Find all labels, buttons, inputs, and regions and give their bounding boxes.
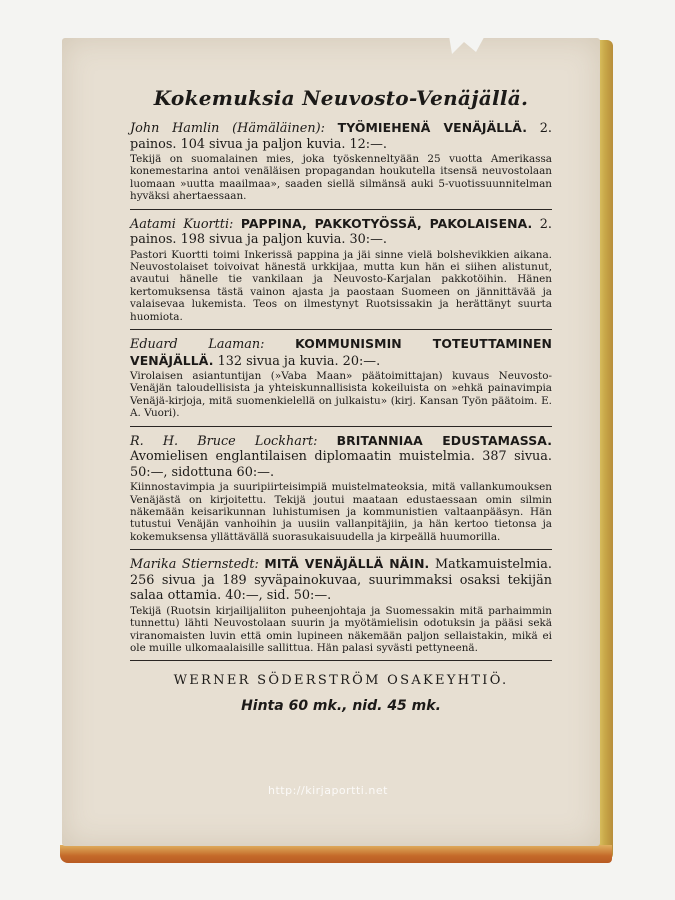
- entry-lead: [130, 556, 552, 604]
- book-entry: [130, 433, 552, 544]
- entry-lead: [130, 433, 552, 481]
- entry-title: TYÖMIEHENÄ VENÄJÄLLÄ.: [337, 120, 528, 135]
- entry-details: 132 sivua ja kuvia. 20:—.: [217, 353, 381, 369]
- book-entry: [130, 120, 552, 203]
- divider: [130, 549, 552, 550]
- entry-author: John Hamlin (Hämäläinen):: [130, 121, 325, 136]
- entry-lead: [130, 120, 552, 152]
- book-spine-bottom: [60, 845, 612, 863]
- cover-heading: Kokemuksia Neuvosto-Venäjällä.: [153, 86, 529, 110]
- book-entry: [130, 556, 552, 654]
- entry-details: 2. painos. 104 sivua ja paljon kuvia. 12:—.: [130, 121, 552, 152]
- divider: [130, 209, 552, 210]
- entry-lead: [130, 216, 552, 248]
- publisher-name: WERNER SÖDERSTRÖM OSAKEYHTIÖ.: [173, 673, 509, 689]
- entry-author: Eduard Laaman:: [130, 337, 265, 353]
- watermark-text: http://kirjaportti.net: [268, 784, 388, 797]
- entry-title: PAPPINA, PAKKOTYÖSSÄ, PAKOLAISENA.: [240, 215, 533, 231]
- entry-details: Avomielisen englantilaisen diplomaatin muistelmia. 387 sivua. 50:—, sidottuna 60:—.: [130, 449, 552, 480]
- entry-title: MITÄ VENÄJÄLLÄ NÄIN.: [264, 556, 430, 572]
- price-line: Hinta 60 mk., nid. 45 mk.: [241, 698, 441, 715]
- entry-details: Matkamuistelmia. 256 sivua ja 189 syväpainokuvaa, suurimmaksi osaksi tekijän salaa ottamia. 40:—, sid. 50:—.: [130, 557, 552, 604]
- entry-lead: [130, 336, 552, 369]
- cover-text: [130, 86, 552, 714]
- divider: [130, 329, 552, 330]
- entry-author: Marika Stiernstedt:: [130, 557, 259, 573]
- book-entry: [130, 216, 552, 323]
- entry-details: 2. painos. 198 sivua ja paljon kuvia. 30:—.: [130, 216, 552, 248]
- entry-author: Aatami Kuortti:: [130, 216, 234, 232]
- entry-description: Tekijä on suomalainen mies, joka työskenneltyään 25 vuotta Amerikassa konemestarina antoi venäläisen propagandan houkutella itsensä neuvostolaan luomaan »uutta maailmaa», saaden siellä silmänsä auki 5-vuotissuunnitelman hyväksi ahertaessaan.: [130, 153, 552, 203]
- entry-title: KOMMUNISMIN TOTEUTTAMINEN VENÄJÄLLÄ.: [130, 336, 553, 368]
- entry-description: Virolaisen asiantuntijan (»Vaba Maan» päätoimittajan) kuvaus Neuvosto-Venäjän taloudellisista ja yhteiskunnallisista kokeiluista on »ehkä painavimpia Venäjä-kirjoja, mitä suomenkielellä on julkaistu» (kirj. Kansan Työn päätoim. E. A. Vuori).: [130, 370, 552, 420]
- entry-author: R. H. Bruce Lockhart:: [130, 433, 318, 449]
- book-entry: [130, 336, 552, 420]
- entry-description: Kiinnostavimpia ja suuripiirteisimpiä muistelmateoksia, mitä vallankumouksen Venäjästä on kirjoitettu. Tekijä joutui maataan edustaessaan omin silmin näkemään keisarikunnan luhistumisen ja kommunistien valtaanpääsyn. Hän tutustui Venäjän vanhoihin ja uusiin vallanpitäjiin, ja hän kertoo tietonsa ja kokemuksensa yllättävällä suorasukaisuudella ja kirpeällä huumorilla.: [130, 481, 552, 543]
- entry-description: Tekijä (Ruotsin kirjailijaliiton puheenjohtaja ja Suomessakin mitä parhaimmin tunnettu) lähti Neuvostolaan suurin ja myötämielisin odotuksin ja pääsi sekä viranomaisten luvin että omin lupineen näkemään paljon sellaistakin, mikä ei ole muille ulkomaalaisille sallittua. Hän palasi syvästi pettyneenä.: [130, 604, 552, 654]
- entry-title: BRITANNIAA EDUSTAMASSA.: [336, 432, 552, 448]
- divider: [130, 426, 552, 427]
- divider: [130, 660, 552, 661]
- entry-description: Pastori Kuortti toimi Inkerissä pappina ja jäi sinne vielä bolshevikkien aikana. Neuvostolaiset toivoivat hänestä urkkijaa, mutta kun hän ei siihen alistunut, avautui hänelle tie vankilaan ja Neuvosto-Karjalan pakkotöihin. Hänen kertomuksensa tästä vainon ajasta ja paostaan Suomeen on jännittävää ja valaisevaa lukemista. Teos on ilmestynyt Ruotsissakin ja herättänyt suurta huomiota.: [130, 248, 552, 323]
